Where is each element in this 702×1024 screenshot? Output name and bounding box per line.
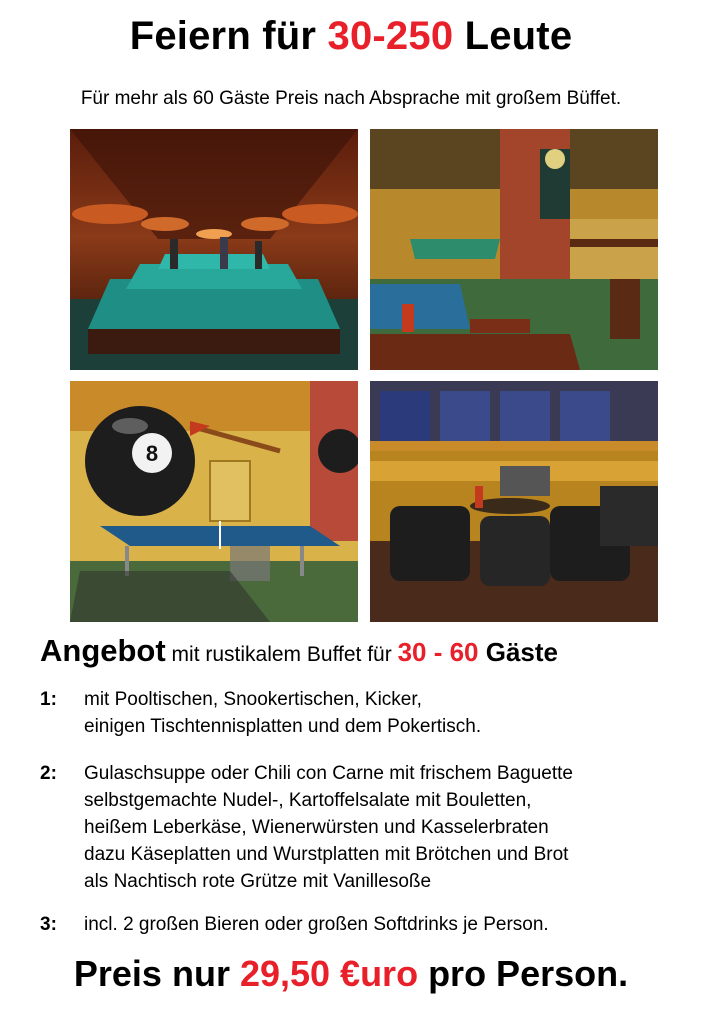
title-prefix: Feiern für: [129, 14, 328, 58]
offer-heading: [40, 633, 558, 669]
price-prefix: Preis nur: [73, 953, 240, 994]
title-suffix: Leute: [453, 14, 573, 58]
item-line: Gulaschsuppe oder Chili con Carne mit frischem Baguette: [84, 763, 573, 784]
item-text: [84, 911, 549, 938]
item-text: [84, 686, 481, 740]
item-number: 2:: [40, 763, 57, 784]
item-line: mit Pooltischen, Snookertischen, Kicker,: [84, 689, 422, 710]
item-line: selbstgemachte Nudel-, Kartoffelsalate mit Bouletten,: [84, 790, 532, 811]
offer-guest-range: 30 - 60: [397, 637, 479, 667]
price-amount: 29,50 €uro: [239, 953, 419, 994]
item-line: dazu Käseplatten und Wurstplatten mit Brötchen und Brot: [84, 844, 569, 865]
photo-billiard-hall: [70, 129, 358, 370]
offer-text: mit rustikalem Buffet für: [165, 643, 398, 666]
photo-table-tennis: [70, 381, 358, 622]
photo-pool-and-bar: [370, 129, 658, 370]
photo-lounge: [370, 381, 658, 622]
price-line: [0, 953, 702, 995]
item-line: incl. 2 großen Bieren oder großen Softdrinks je Person.: [84, 914, 549, 935]
item-line: heißem Leberkäse, Wienerwürsten und Kasselerbraten: [84, 817, 549, 838]
offer-title: Angebot: [40, 633, 166, 668]
title-guest-range: 30-250: [327, 14, 454, 58]
item-number: 1:: [40, 689, 57, 710]
subtitle: Für mehr als 60 Gäste Preis nach Absprache mit großem Büffet.: [80, 88, 622, 109]
svg-text:8: 8: [145, 441, 159, 466]
item-line: als Nachtisch rote Grütze mit Vanillesoße: [84, 871, 432, 892]
offer-suffix: Gäste: [478, 637, 559, 667]
page-title: [0, 14, 702, 59]
item-line: einigen Tischtennisplatten und dem Pokertisch.: [84, 716, 482, 737]
price-suffix: pro Person.: [418, 953, 629, 994]
item-number: 3:: [40, 914, 57, 935]
item-text: [84, 760, 573, 895]
